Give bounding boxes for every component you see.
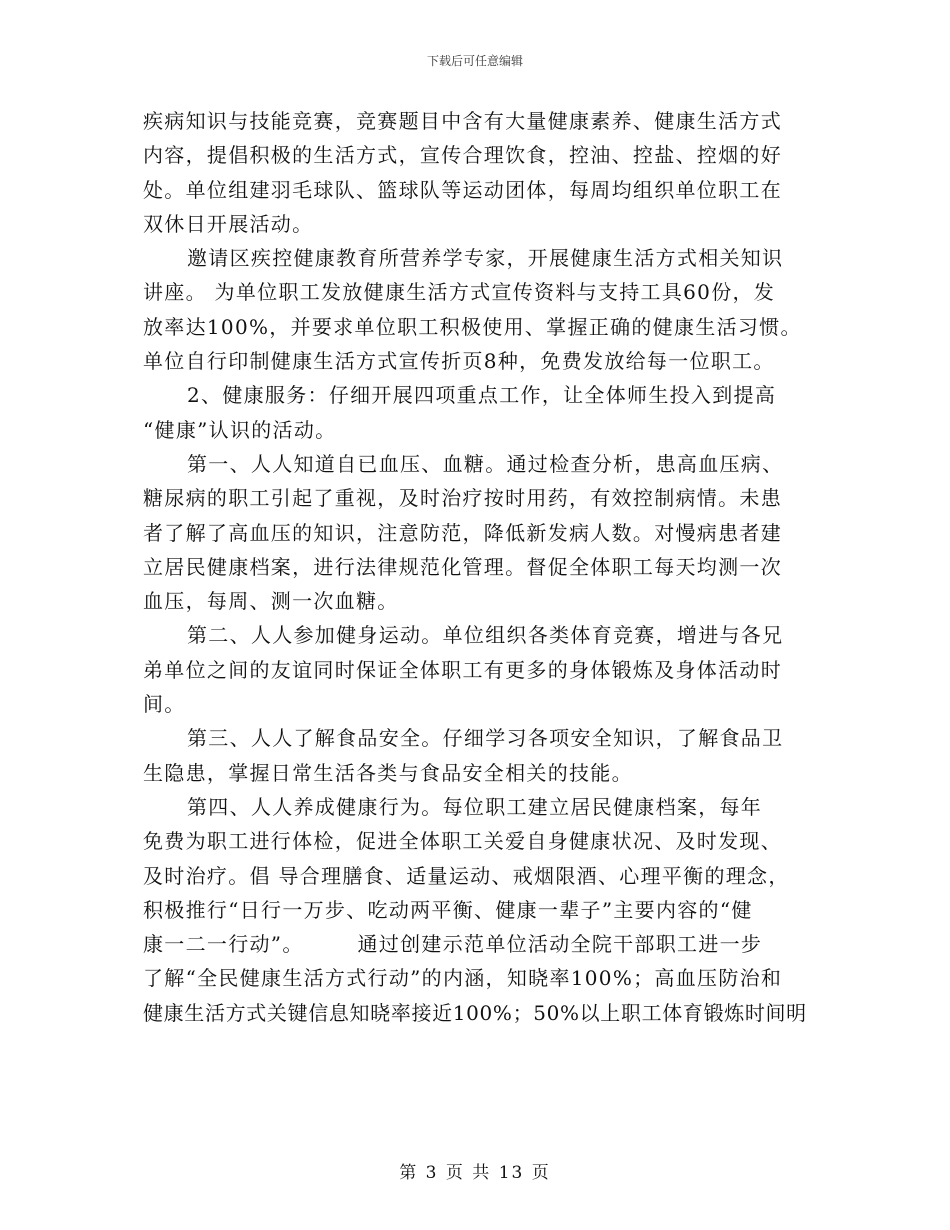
paragraph xyxy=(143,378,807,447)
text-line: 讲座。 为单位职工发放健康生活方式宣传资料与支持工具60份，发 xyxy=(143,280,776,305)
text-line: 2、健康服务：仔细开展四项重点工作，让全体师生投入到提高 xyxy=(187,383,777,408)
text-line: 第二、人人参加健身运动。单位组织各类体育竞赛，增进与各兄 xyxy=(187,623,784,648)
page-number-footer: 第 3 页 共 13 页 xyxy=(399,1163,551,1183)
paragraph xyxy=(143,104,807,241)
text-line: 处。单位组建羽毛球队、篮球队等运动团体，每周均组织单位职工在 xyxy=(143,177,782,202)
text-line: 健康生活方式关键信息知晓率接近100%；50%以上职工体育锻炼时间明 xyxy=(143,1000,807,1025)
text-line: 及时治疗。倡 导合理膳食、适量运动、戒烟限酒、心理平衡的理念， xyxy=(143,863,790,888)
text-line: 间。 xyxy=(143,692,186,717)
text-line: 第四、人人养成健康行为。每位职工建立居民健康档案，每年 xyxy=(187,794,763,819)
text-line: 糖尿病的职工引起了重视，及时治疗按时用药，有效控制病情。未患 xyxy=(143,486,782,511)
text-line: 免费为职工进行体检，促进全体职工关爱自身健康状况、及时发现、 xyxy=(143,829,782,854)
document-body xyxy=(143,104,807,1030)
text-line: 第三、人人了解食品安全。仔细学习各项安全知识，了解食品卫 xyxy=(187,726,784,751)
text-line: 康一二一行动”。 通过创建示范单位活动全院干部职工进一步 xyxy=(143,932,763,957)
page-header-note: 下载后可任意编辑 xyxy=(426,54,523,68)
text-line: 血压，每周、测一次血糖。 xyxy=(143,589,399,614)
paragraph xyxy=(143,241,807,378)
text-line: “健康”认识的活动。 xyxy=(143,417,337,442)
paragraph xyxy=(143,618,807,721)
text-line: 立居民健康档案，进行法律规范化管理。督促全体职工每天均测一次 xyxy=(143,554,782,579)
text-line: 生隐患，掌握日常生活各类与食品安全相关的技能。 xyxy=(143,760,633,785)
text-line: 双休日开展活动。 xyxy=(143,211,314,236)
paragraph xyxy=(143,790,807,1030)
text-line: 积极推行“日行一万步、吃动两平衡、健康一辈子”主要内容的“健 xyxy=(143,897,753,922)
text-line: 单位自行印制健康生活方式宣传折页8种，免费发放给每一位职工。 xyxy=(143,349,775,374)
text-line: 内容，提倡积极的生活方式，宣传合理饮食，控油、控盐、控烟的好 xyxy=(143,143,782,168)
text-line: 放率达100%，并要求单位职工积极使用、掌握正确的健康生活习惯。 xyxy=(143,314,802,339)
text-line: 了解“全民健康生活方式行动”的内涵，知晓率100%；高血压防治和 xyxy=(143,966,783,991)
text-line: 者了解了高血压的知识，注意防范，降低新发病人数。对慢病患者建 xyxy=(143,520,782,545)
paragraph xyxy=(143,447,807,618)
text-line: 邀请区疾控健康教育所营养学专家，开展健康生活方式相关知识 xyxy=(187,246,784,271)
paragraph xyxy=(143,721,807,790)
text-line: 弟单位之间的友谊同时保证全体职工有更多的身体锻炼及身体活动时 xyxy=(143,657,782,682)
text-line: 疾病知识与技能竞赛，竞赛题目中含有大量健康素养、健康生活方式 xyxy=(143,109,782,133)
text-line: 第一、人人知道自已血压、血糖。通过检查分析，患高血压病、 xyxy=(187,451,784,476)
